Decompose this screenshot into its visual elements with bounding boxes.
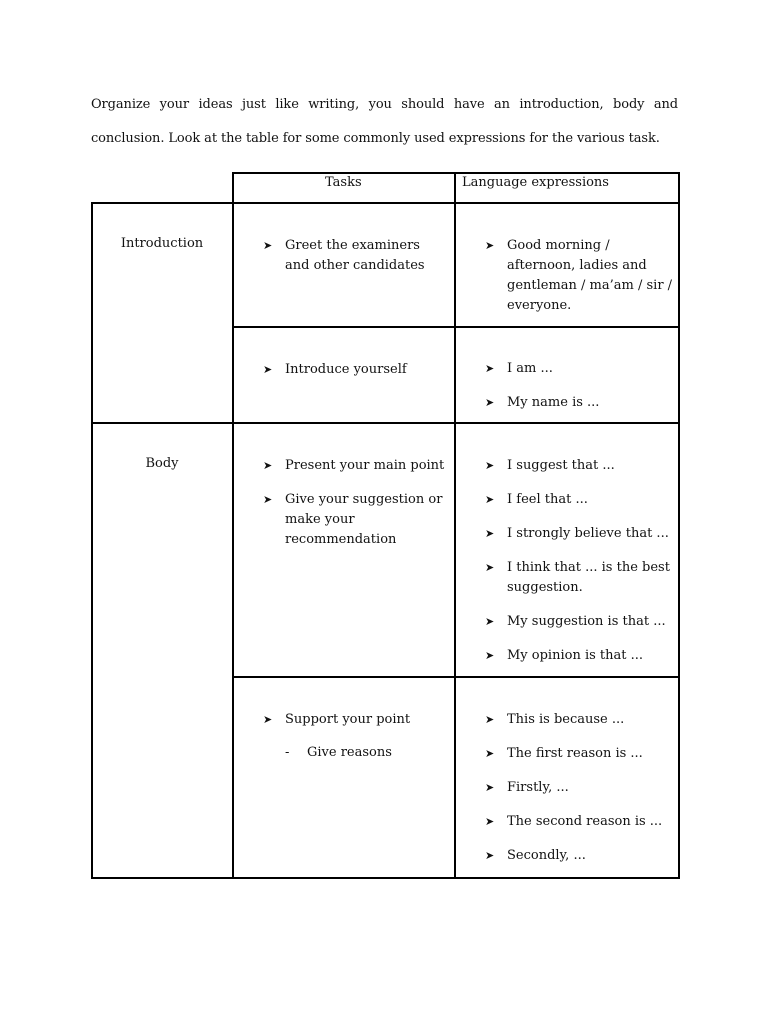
header-tasks: Tasks	[325, 175, 362, 190]
arrowhead-bullet-icon: ➤	[485, 849, 495, 862]
list-item: ➤ Secondly, ...	[483, 846, 673, 866]
list-item: ➤ Support your point	[261, 710, 447, 730]
list-item: ➤ Present your main point	[261, 456, 447, 476]
arrowhead-bullet-icon: ➤	[485, 815, 495, 828]
table-border	[454, 172, 456, 878]
section-label-body: Body	[145, 456, 179, 471]
list-item: ➤ I feel that ...	[483, 490, 673, 510]
list-item: ➤ I am ...	[483, 359, 673, 379]
task-list	[261, 456, 447, 564]
task-list	[261, 236, 447, 290]
expression-list	[483, 359, 673, 427]
list-item: ➤ Introduce yourself	[261, 360, 447, 380]
arrowhead-bullet-icon: ➤	[263, 713, 273, 726]
arrowhead-bullet-icon: ➤	[485, 781, 495, 794]
arrowhead-bullet-icon: ➤	[485, 396, 495, 409]
arrowhead-bullet-icon: ➤	[485, 493, 495, 506]
arrowhead-bullet-icon: ➤	[485, 561, 495, 574]
list-item: ➤ Good morning / afternoon, ladies and gentleman / ma’am / sir / everyone.	[485, 238, 673, 313]
arrowhead-bullet-icon: ➤	[485, 362, 495, 375]
arrowhead-bullet-icon: ➤	[263, 363, 273, 376]
arrowhead-bullet-icon: ➤	[485, 527, 495, 540]
dash-bullet-icon: -	[285, 745, 290, 760]
list-item: ➤ I think that ... is the best suggestion.	[485, 560, 670, 595]
expression-list	[483, 236, 673, 330]
table-border	[91, 202, 93, 878]
subtask-list	[285, 743, 445, 763]
intro-paragraph: Organize your ideas just like writing, you should have an introduction, body and conclusion. Look at the table for some commonly used expressions for the various task.	[91, 97, 678, 146]
list-item: ➤ The first reason is ...	[483, 744, 673, 764]
arrowhead-bullet-icon: ➤	[263, 239, 273, 252]
list-item: ➤ My name is ...	[483, 393, 673, 413]
table-border	[232, 172, 234, 878]
task-list	[261, 710, 447, 744]
task-list	[261, 360, 447, 394]
header-language-expressions: Language expressions	[462, 175, 609, 190]
expression-list	[483, 710, 673, 880]
list-item: ➤ I suggest that ...	[483, 456, 673, 476]
arrowhead-bullet-icon: ➤	[263, 459, 273, 472]
list-item: ➤ Firstly, ...	[483, 778, 673, 798]
list-item: ➤ My suggestion is that ...	[483, 612, 673, 632]
arrowhead-bullet-icon: ➤	[485, 713, 495, 726]
expression-list	[483, 456, 673, 680]
arrowhead-bullet-icon: ➤	[485, 459, 495, 472]
list-item: ➤ This is because ...	[483, 710, 673, 730]
arrowhead-bullet-icon: ➤	[485, 747, 495, 760]
arrowhead-bullet-icon: ➤	[485, 615, 495, 628]
arrowhead-bullet-icon: ➤	[485, 649, 495, 662]
list-item: - Give reasons	[285, 743, 445, 763]
list-item: ➤ The second reason is ...	[483, 812, 673, 832]
list-item: ➤ I strongly believe that ...	[483, 524, 673, 544]
list-item: ➤ Greet the examiners and other candidates	[263, 238, 425, 273]
arrowhead-bullet-icon: ➤	[263, 493, 273, 506]
table-border	[678, 172, 680, 878]
list-item: ➤ Give your suggestion or make your recommendation	[263, 492, 443, 547]
section-label-introduction: Introduction	[120, 236, 204, 251]
arrowhead-bullet-icon: ➤	[485, 239, 495, 252]
table-border	[233, 172, 680, 174]
table-border	[91, 202, 680, 204]
list-item: ➤ My opinion is that ...	[483, 646, 673, 666]
